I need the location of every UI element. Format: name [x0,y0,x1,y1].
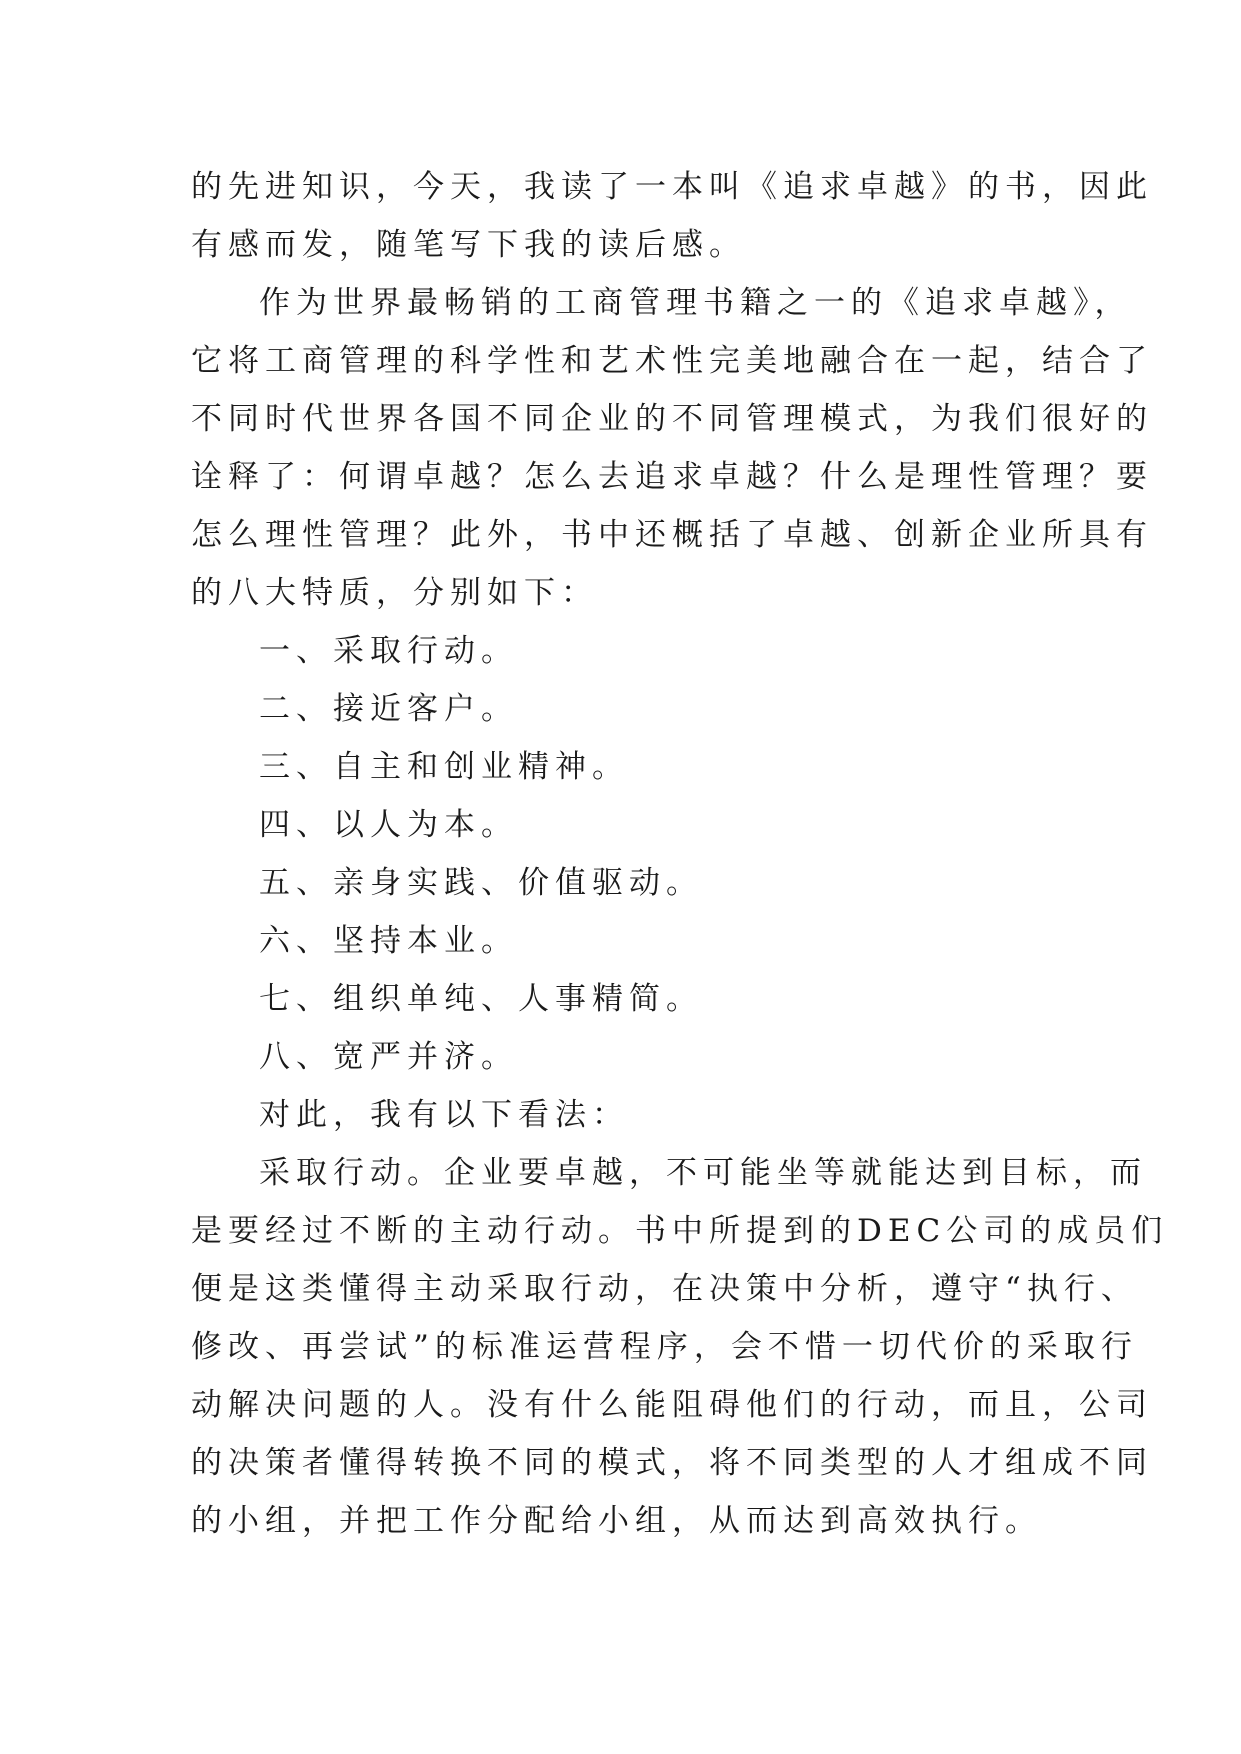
list-item: 七、组织单纯、人事精简。 [259,981,703,1017]
traits-list [191,622,1071,1086]
paragraph-1 [191,158,1153,274]
paragraph-4-line-5: 动解决问题的人。没有什么能阻碍他们的行动，而且，公司 [191,1387,1153,1423]
paragraph-1-line-1: 的先进知识，今天，我读了一本叫《追求卓越》的书，因此 [191,169,1153,205]
paragraph-4-line-2: 是要经过不断的主动行动。书中所提到的DEC公司的成员们 [191,1213,1169,1249]
paragraph-4-line-1: 采取行动。企业要卓越，不可能坐等就能达到目标，而 [259,1155,1147,1191]
paragraph-2-line-3: 不同时代世界各国不同企业的不同管理模式，为我们很好的 [191,401,1153,437]
list-item: 一、采取行动。 [259,633,518,669]
paragraph-2-line-5: 怎么理性管理？此外，书中还概括了卓越、创新企业所具有 [191,517,1153,553]
list-item: 四、以人为本。 [259,807,518,843]
paragraph-4-line-3: 便是这类懂得主动采取行动，在决策中分析，遵守“执行、 [191,1271,1138,1307]
paragraph-1-line-2: 有感而发，随笔写下我的读后感。 [191,227,746,263]
list-item: 二、接近客户。 [259,691,518,727]
document-body [191,158,1169,1550]
paragraph-4-line-7: 的小组，并把工作分配给小组，从而达到高效执行。 [191,1503,1042,1539]
paragraph-4-line-4: 修改、再尝试”的标准运营程序，会不惜一切代价的采取行 [191,1329,1138,1365]
paragraph-2-line-2: 它将工商管理的科学性和艺术性完美地融合在一起，结合了 [191,343,1153,379]
list-item: 三、自主和创业精神。 [259,749,629,785]
paragraph-4-line-6: 的决策者懂得转换不同的模式，将不同类型的人才组成不同 [191,1445,1153,1481]
paragraph-2-line-1: 作为世界最畅销的工商管理书籍之一的《追求卓越》， [259,285,1132,321]
paragraph-3 [191,1086,1071,1144]
paragraph-4 [191,1144,1169,1550]
paragraph-2 [191,274,1153,622]
paragraph-2-line-4: 诠释了：何谓卓越？怎么去追求卓越？什么是理性管理？要 [191,459,1153,495]
list-item: 八、宽严并济。 [259,1039,518,1075]
paragraph-3-line-1: 对此，我有以下看法： [259,1097,629,1133]
paragraph-2-line-6: 的八大特质，分别如下： [191,575,598,611]
list-item: 五、亲身实践、价值驱动。 [259,865,703,901]
list-item: 六、坚持本业。 [259,923,518,959]
